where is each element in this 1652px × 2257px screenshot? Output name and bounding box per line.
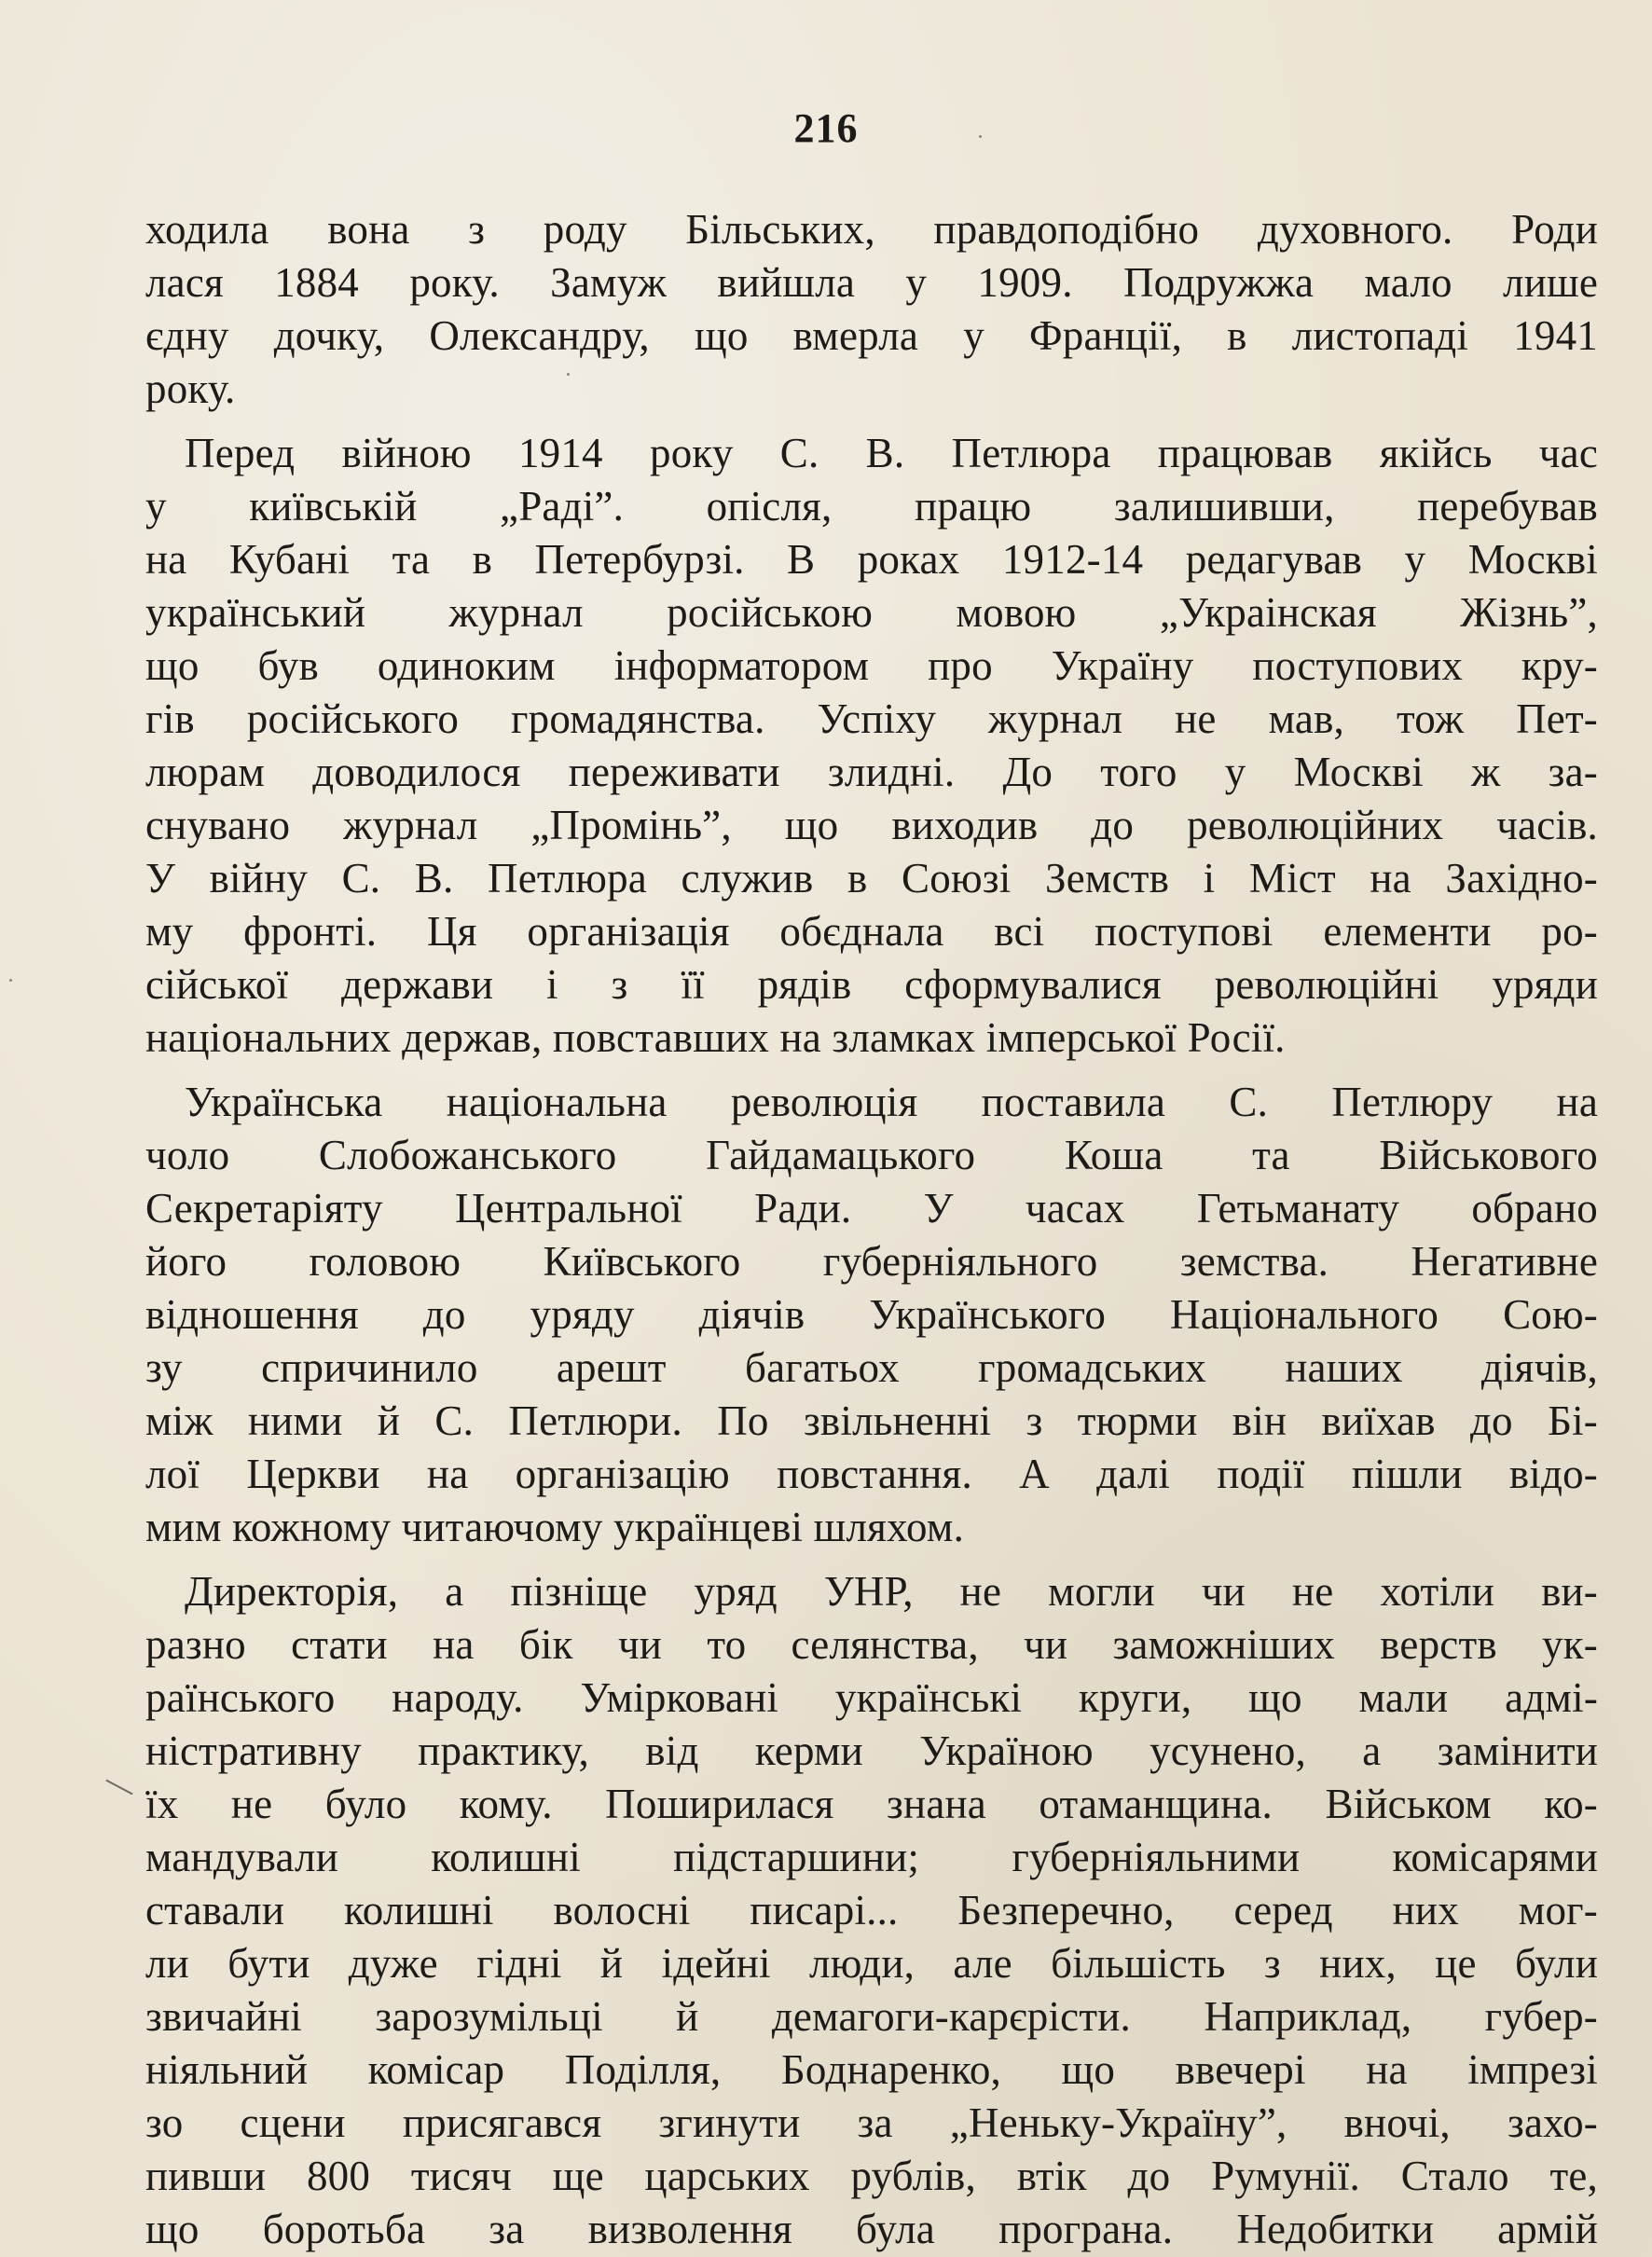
text-line: сійської держави і з її рядів сформувалися революційні уряди (145, 961, 1598, 1008)
paragraph-gap (145, 1065, 1598, 1076)
paper-speck (9, 979, 12, 982)
text-line: снувано журнал „Промінь”, що виходив до революційних часів. (145, 802, 1598, 848)
text-line: їх не було кому. Поширилася знана отаманщина. Військом ко- (145, 1781, 1598, 1827)
text-line: його головою Київського губерніяльного земства. Негативне (145, 1238, 1598, 1285)
text-line: чоло Слобожанського Гайдамацького Коша та Військового (145, 1132, 1598, 1178)
text-line: національних держав, повставших на зламках імперської Росії. (145, 1014, 1286, 1061)
text-line: ходила вона з роду Більських, правдоподібно духовного. Роди (145, 206, 1598, 253)
text-line: єдну дочку, Олександру, що вмерла у Франції, в листопаді 1941 (145, 312, 1598, 359)
text-line: У війну С. В. Петлюра служив в Союзі Земств і Міст на Західно- (145, 855, 1598, 901)
text-line: пивши 800 тисяч ще царських рублів, втік до Румунії. Стало те, (145, 2153, 1598, 2199)
text-line: року. (145, 365, 236, 412)
text-line: разно стати на бік чи то селянства, чи заможніших верств ук- (145, 1621, 1598, 1668)
text-line: український журнал російською мовою „Украінская Жізнь”, (145, 589, 1598, 636)
text-line: гів російського громадянства. Успіху журнал не мав, тож Пет- (145, 695, 1598, 742)
paragraph-gap (145, 416, 1598, 427)
text-line: лася 1884 року. Замуж вийшла у 1909. Подружжа мало лише (145, 259, 1598, 306)
text-line: між ними й С. Петлюри. По звільненні з тюрми він виїхав до Бі- (145, 1397, 1598, 1444)
page-number: 216 (793, 105, 859, 151)
text-line: на Кубані та в Петербурзі. В роках 1912-14 редагував у Москві (145, 536, 1598, 583)
text-line: лої Церкви на організацію повстання. А далі події пішли відо- (145, 1451, 1598, 1497)
text-line: мим кожному читаючому українцеві шляхом. (145, 1504, 965, 1550)
margin-pencil-mark (105, 1780, 132, 1796)
text-line: звичайні зарозумільці й демагоги-карєрісти. Наприклад, губер- (145, 1993, 1598, 2040)
text-line: Секретаріяту Центральної Ради. У часах Гетьманату обрано (145, 1185, 1598, 1232)
text-line: Перед війною 1914 року С. В. Петлюра працював якійсь час (185, 430, 1598, 476)
paper-speck (979, 135, 982, 138)
body-text (145, 203, 1598, 2256)
text-line: Українська національна революція поставила С. Петлюру на (185, 1079, 1598, 1125)
text-line: му фронті. Ця організація обєднала всі поступові елементи ро- (145, 908, 1598, 955)
text-line: раїнського народу. Умірковані українські круги, що мали адмі- (145, 1674, 1598, 1721)
text-line: Директорія, а пізніще уряд УНР, не могли чи не хотіли ви- (185, 1568, 1598, 1615)
paragraph-gap (145, 1554, 1598, 1565)
text-line: ставали колишні волосні писарі... Безперечно, серед них мог- (145, 1887, 1598, 1934)
text-line: ністративну практику, від керми Україною усунено, а замінити (145, 1727, 1598, 1774)
paper-speck (567, 373, 570, 376)
text-line: мандували колишні підстаршини; губерніяльними комісарями (145, 1834, 1598, 1880)
text-line: ніяльний комісар Поділля, Боднаренко, що ввечері на імпрезі (145, 2046, 1598, 2093)
text-line: що боротьба за визволення була програна. Недобитки армій (145, 2206, 1598, 2252)
text-line: у київській „Раді”. опісля, працю залишивши, перебував (145, 483, 1598, 530)
text-line: ли бути дуже гідні й ідейні люди, але більшість з них, це були (145, 1940, 1598, 1987)
text-line: зо сцени присягався згинути за „Неньку-Україну”, вночі, захо- (145, 2099, 1598, 2146)
text-line: що був одиноким інформатором про Україну поступових кру- (145, 642, 1598, 689)
text-line: люрам доводилося переживати злидні. До того у Москві ж за- (145, 749, 1598, 795)
text-line: відношення до уряду діячів Українського Національного Сою- (145, 1291, 1598, 1338)
text-line: зу спричинило арешт багатьох громадських наших діячів, (145, 1344, 1598, 1391)
